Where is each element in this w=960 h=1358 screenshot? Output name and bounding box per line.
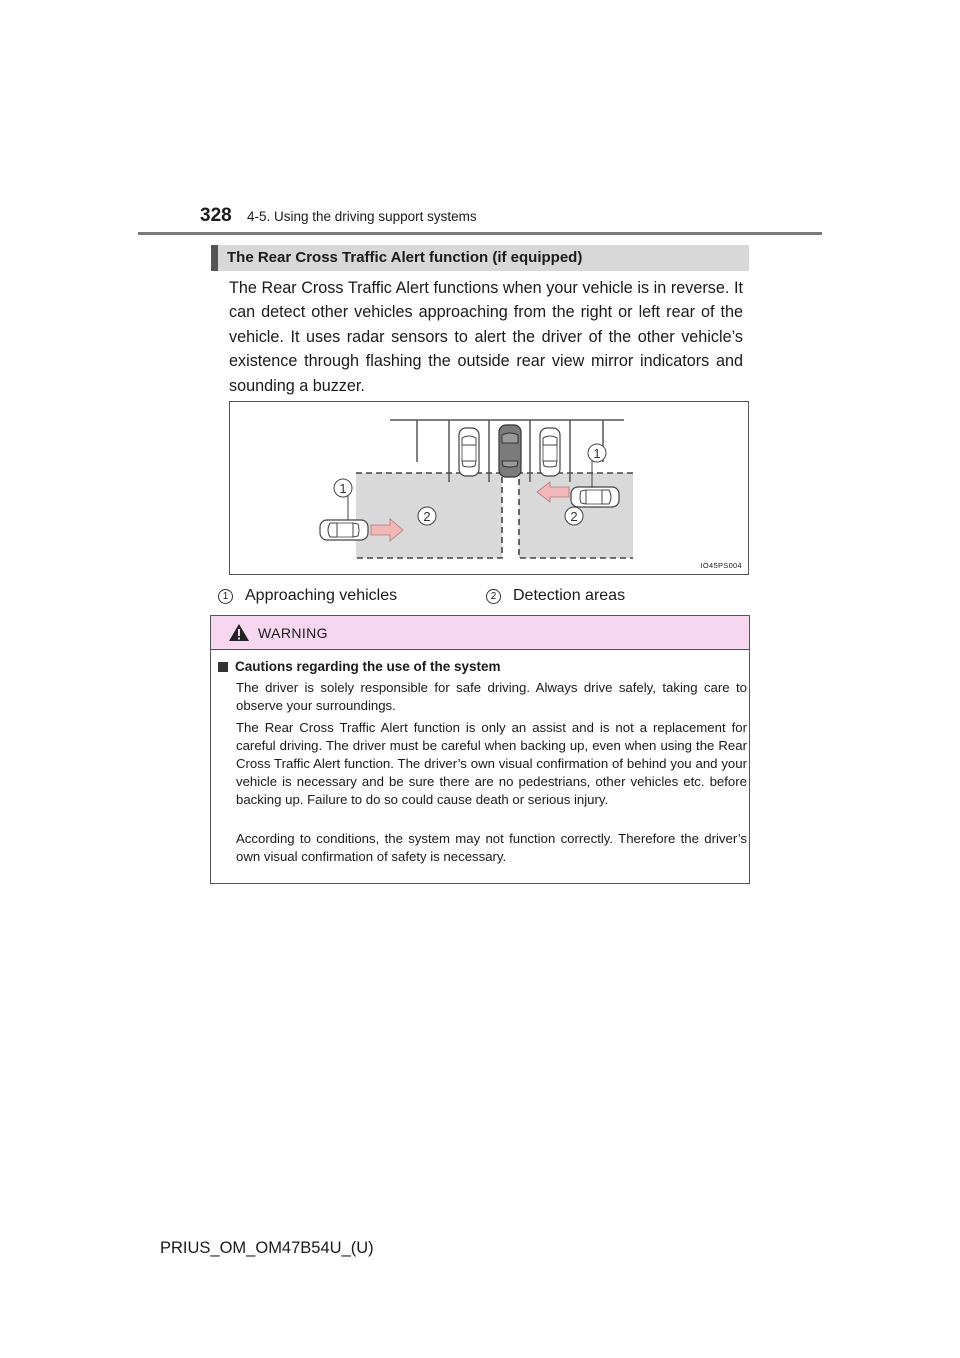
rcta-illustration [229, 401, 749, 575]
square-bullet-icon [218, 662, 228, 672]
intro-paragraph: The Rear Cross Traffic Alert functions when your vehicle is in reverse. It can detect other vehicles approaching from the right or left rear of the vehicle. It uses radar sensors to alert the driver of the other vehicle’s existence through flashing the outside rear view mirror indicators and sounding a buzzer. [229, 279, 743, 395]
section-title: The Rear Cross Traffic Alert function (if equipped) [227, 249, 583, 266]
page-number: 328 [200, 205, 232, 226]
warning-box [210, 615, 750, 884]
legend-label: Approaching vehicles [245, 587, 398, 604]
approaching-vehicle-left [320, 520, 368, 540]
legend-item-1 [218, 587, 397, 605]
legend-label: Detection areas [513, 587, 626, 604]
warning-paragraph: The driver is solely responsible for safe driving. Always drive safely, taking care to observe your surroundings. [236, 680, 747, 713]
callout-label: 2 [570, 509, 578, 524]
callout-label: 1 [339, 481, 347, 496]
parked-car [459, 428, 479, 476]
callout-label: 2 [423, 509, 431, 524]
callout-label: 1 [593, 446, 601, 461]
header-rule [138, 232, 822, 235]
legend-number: 2 [486, 589, 501, 604]
footer-doc-id: PRIUS_OM_OM47B54U_(U) [160, 1239, 374, 1257]
figure-id: IO45PS004 [700, 561, 742, 570]
chapter-title: 4-5. Using the driving support systems [247, 209, 477, 224]
legend-item-2 [486, 587, 625, 605]
warning-paragraph: The Rear Cross Traffic Alert function is only an assist and is not a replacement for careful driving. The driver must be careful when backing up, even when using the Rear Cross Traffic Alert function. The driver’s own visual confirmation of behind you and your vehicle is necessary and be sure there are no pedestrians, other vehicles etc. before backing up. Failure to do so could cause death or serious injury. [236, 720, 747, 807]
warning-title: WARNING [258, 625, 328, 641]
parking-diagram [230, 402, 749, 575]
legend-number: 1 [218, 589, 233, 604]
caution-heading [218, 659, 501, 674]
own-vehicle [499, 425, 521, 477]
warning-paragraph: According to conditions, the system may not function correctly. Therefore the driver’s own visual confirmation of safety is necessary. [236, 831, 747, 864]
section-title-bar [211, 245, 749, 271]
approaching-vehicle-right [571, 487, 619, 507]
caution-heading-text: Cautions regarding the use of the system [235, 659, 501, 674]
parked-car [540, 428, 560, 476]
